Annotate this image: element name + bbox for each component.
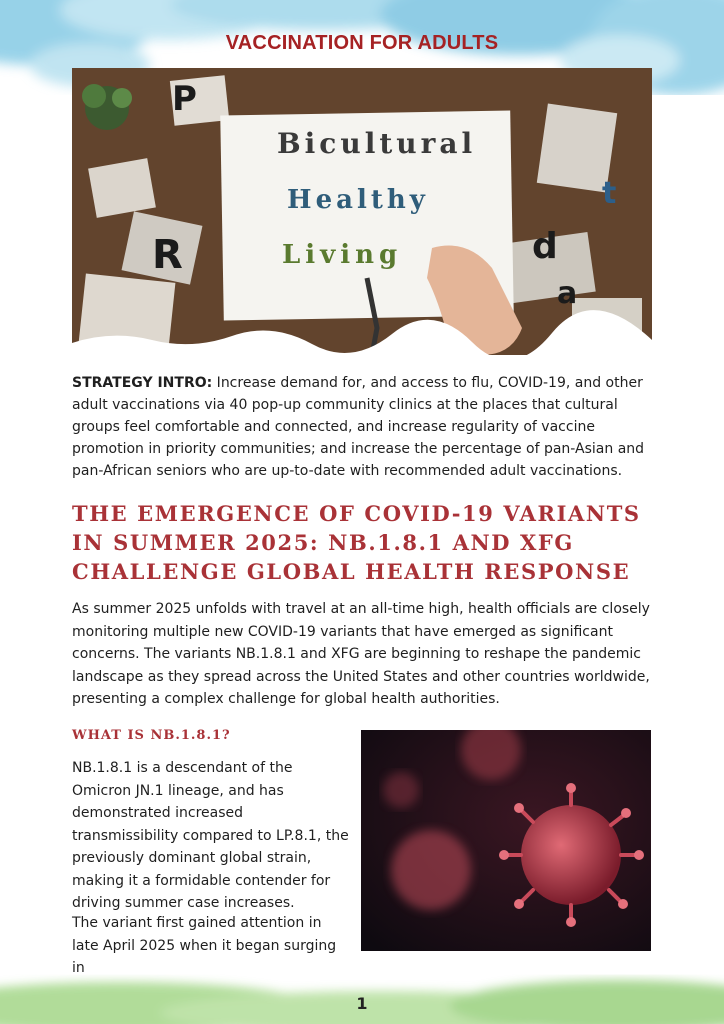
svg-text:t: t bbox=[602, 176, 617, 211]
article-lead-paragraph: As summer 2025 unfolds with travel at an all-time high, health officials are closely monitoring multiple new COVID-19 variants that have emerged as significant concerns. The variants NB.1.8.1 and XFG are beginning to reshape the pandemic landscape as they spread across the United States and other countries worldwide, presenting a complex challenge for global health authorities. bbox=[72, 601, 650, 707]
strategy-intro bbox=[72, 372, 652, 482]
strategy-intro-text: Increase demand for, and access to flu, COVID-19, and other adult vaccinations via 40 pop-up community clinics at the places that cultural groups feel comfortable and connected, and increase regularity of vaccine promotion in priority communities; and increase the percentage of pan-Asian and pan-African seniors who are up-to-date with recommended adult vaccinations. bbox=[72, 375, 645, 479]
hero-word-1: Bicultural bbox=[277, 127, 477, 160]
svg-text:R: R bbox=[152, 232, 183, 278]
svg-text:a: a bbox=[557, 276, 578, 311]
svg-text:P: P bbox=[172, 79, 197, 119]
page-number: 1 bbox=[356, 994, 368, 1013]
page-header-title: VACCINATION FOR ADULTS bbox=[225, 32, 499, 54]
svg-text:d: d bbox=[532, 226, 558, 267]
strategy-intro-label: STRATEGY INTRO: bbox=[72, 375, 213, 391]
body-paragraph-1: NB.1.8.1 is a descendant of the Omicron JN.1 lineage, and has demonstrated increased transmissibility compared to LP.8.1, the previously dominant global strain, making it a formidable contender for driving summer case increases. bbox=[72, 760, 349, 911]
virus-illustration-image bbox=[361, 730, 651, 951]
hero-word-3: Living bbox=[282, 240, 403, 270]
hero-word-2: Healthy bbox=[287, 185, 429, 215]
hero-collage-image bbox=[72, 68, 652, 355]
body-paragraph-2: The variant first gained attention in late April 2025 when it began surging in bbox=[72, 915, 337, 976]
article-heading: THE EMERGENCE OF COVID-19 VARIANTS IN SUMMER 2025: NB.1.8.1 AND XFG CHALLENGE GLOBAL HEALTH RESPONSE bbox=[72, 501, 641, 584]
section-subheading: WHAT IS NB.1.8.1? bbox=[72, 728, 231, 743]
